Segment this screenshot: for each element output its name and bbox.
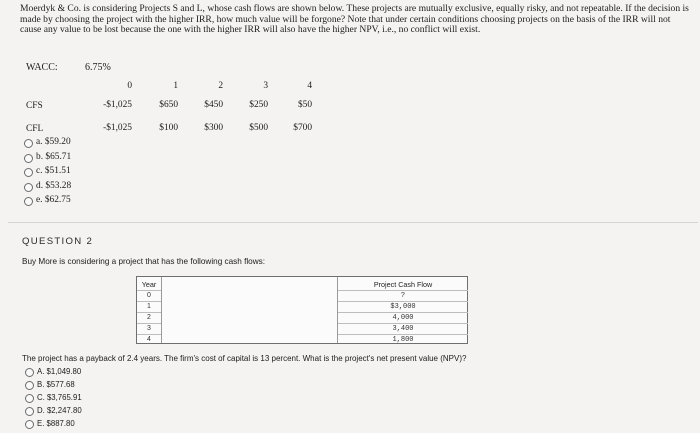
q2-option-a[interactable]: A. $1,049.80 xyxy=(37,367,82,376)
q2-option-e-radio[interactable] xyxy=(25,420,34,429)
q2-option-e[interactable]: E. $887.80 xyxy=(37,419,75,428)
q1-option-b[interactable]: b. $65.71 xyxy=(36,152,72,162)
section-divider xyxy=(8,222,698,223)
period-0: 0 xyxy=(127,81,132,91)
q2-prompt: The project has a payback of 2.4 years. The firm's cost of capital is 13 percent. What is the project's net present value (NPV)? xyxy=(22,354,467,363)
cfl-value-0: -$1,025 xyxy=(103,123,132,133)
flow-column xyxy=(337,277,468,343)
q1-option-a[interactable]: a. $59.20 xyxy=(36,137,71,147)
cfl-label: CFL xyxy=(26,124,44,134)
q1-option-d-radio[interactable] xyxy=(24,183,33,192)
q2-intro: Buy More is considering a project that has the following cash flows: xyxy=(22,257,266,266)
q1-option-b-radio[interactable] xyxy=(24,154,33,163)
wacc-label: WACC: xyxy=(26,62,58,73)
q2-option-d-radio[interactable] xyxy=(25,407,34,416)
cfs-label: CFS xyxy=(26,101,43,111)
period-2: 2 xyxy=(218,81,223,91)
q2-option-d[interactable]: D. $2,247.80 xyxy=(37,406,82,415)
q1-option-a-radio[interactable] xyxy=(24,139,33,148)
period-1: 1 xyxy=(173,81,178,91)
year-row: 0 xyxy=(137,290,161,301)
flow-row: 1,800 xyxy=(338,334,468,345)
flow-row: 4,000 xyxy=(338,312,468,323)
q1-option-e-radio[interactable] xyxy=(24,197,33,206)
flow-row: 3,400 xyxy=(338,323,468,334)
q2-option-b[interactable]: B. $577.68 xyxy=(37,380,75,389)
year-row: 1 xyxy=(137,301,161,312)
question-2-heading: QUESTION 2 xyxy=(22,236,94,247)
cfl-value-2: $300 xyxy=(204,123,223,133)
period-3: 3 xyxy=(263,81,268,91)
year-row: 2 xyxy=(137,312,161,323)
q2-option-c-radio[interactable] xyxy=(25,394,34,403)
year-column xyxy=(137,277,162,343)
year-row: 4 xyxy=(137,334,161,345)
q2-option-b-radio[interactable] xyxy=(25,381,34,390)
flow-row: ? xyxy=(338,290,468,301)
cfl-value-4: $700 xyxy=(293,123,312,133)
q1-prompt: Moerdyk & Co. is considering Projects S and L, whose cash flows are shown below. These projects are mutually exclusive, equally risky, and not repeatable. If the decision is made by choosing the project with the higher IRR, how much value will be forgone? Note that under certain conditions choosing projects on the basis of the IRR will not cause any value to be lost because the one with the higher IRR will also have the higher NPV, i.e., no conflict will exist. xyxy=(20,3,689,36)
q1-option-e[interactable]: e. $62.75 xyxy=(36,195,71,205)
q2-option-a-radio[interactable] xyxy=(25,368,34,377)
q1-option-d[interactable]: d. $53.28 xyxy=(36,181,72,191)
cfl-value-1: $100 xyxy=(159,123,178,133)
year-row: 3 xyxy=(137,323,161,334)
cfs-value-0: -$1,025 xyxy=(103,100,132,110)
wacc-value: 6.75% xyxy=(85,62,111,73)
cfs-value-2: $450 xyxy=(204,100,223,110)
q1-option-c-radio[interactable] xyxy=(24,168,33,177)
cfl-value-3: $500 xyxy=(249,123,268,133)
cfs-value-3: $250 xyxy=(249,100,268,110)
year-header: Year xyxy=(141,280,157,289)
q2-cash-flow-table xyxy=(136,276,468,344)
flow-header: Project Cash Flow xyxy=(373,280,433,289)
cfs-value-4: $50 xyxy=(297,100,312,110)
q2-option-c[interactable]: C. $3,765.91 xyxy=(37,393,82,402)
cfs-value-1: $650 xyxy=(159,100,178,110)
period-4: 4 xyxy=(307,81,312,91)
flow-row: $3,000 xyxy=(338,301,468,312)
q1-option-c[interactable]: c. $51.51 xyxy=(36,166,71,176)
